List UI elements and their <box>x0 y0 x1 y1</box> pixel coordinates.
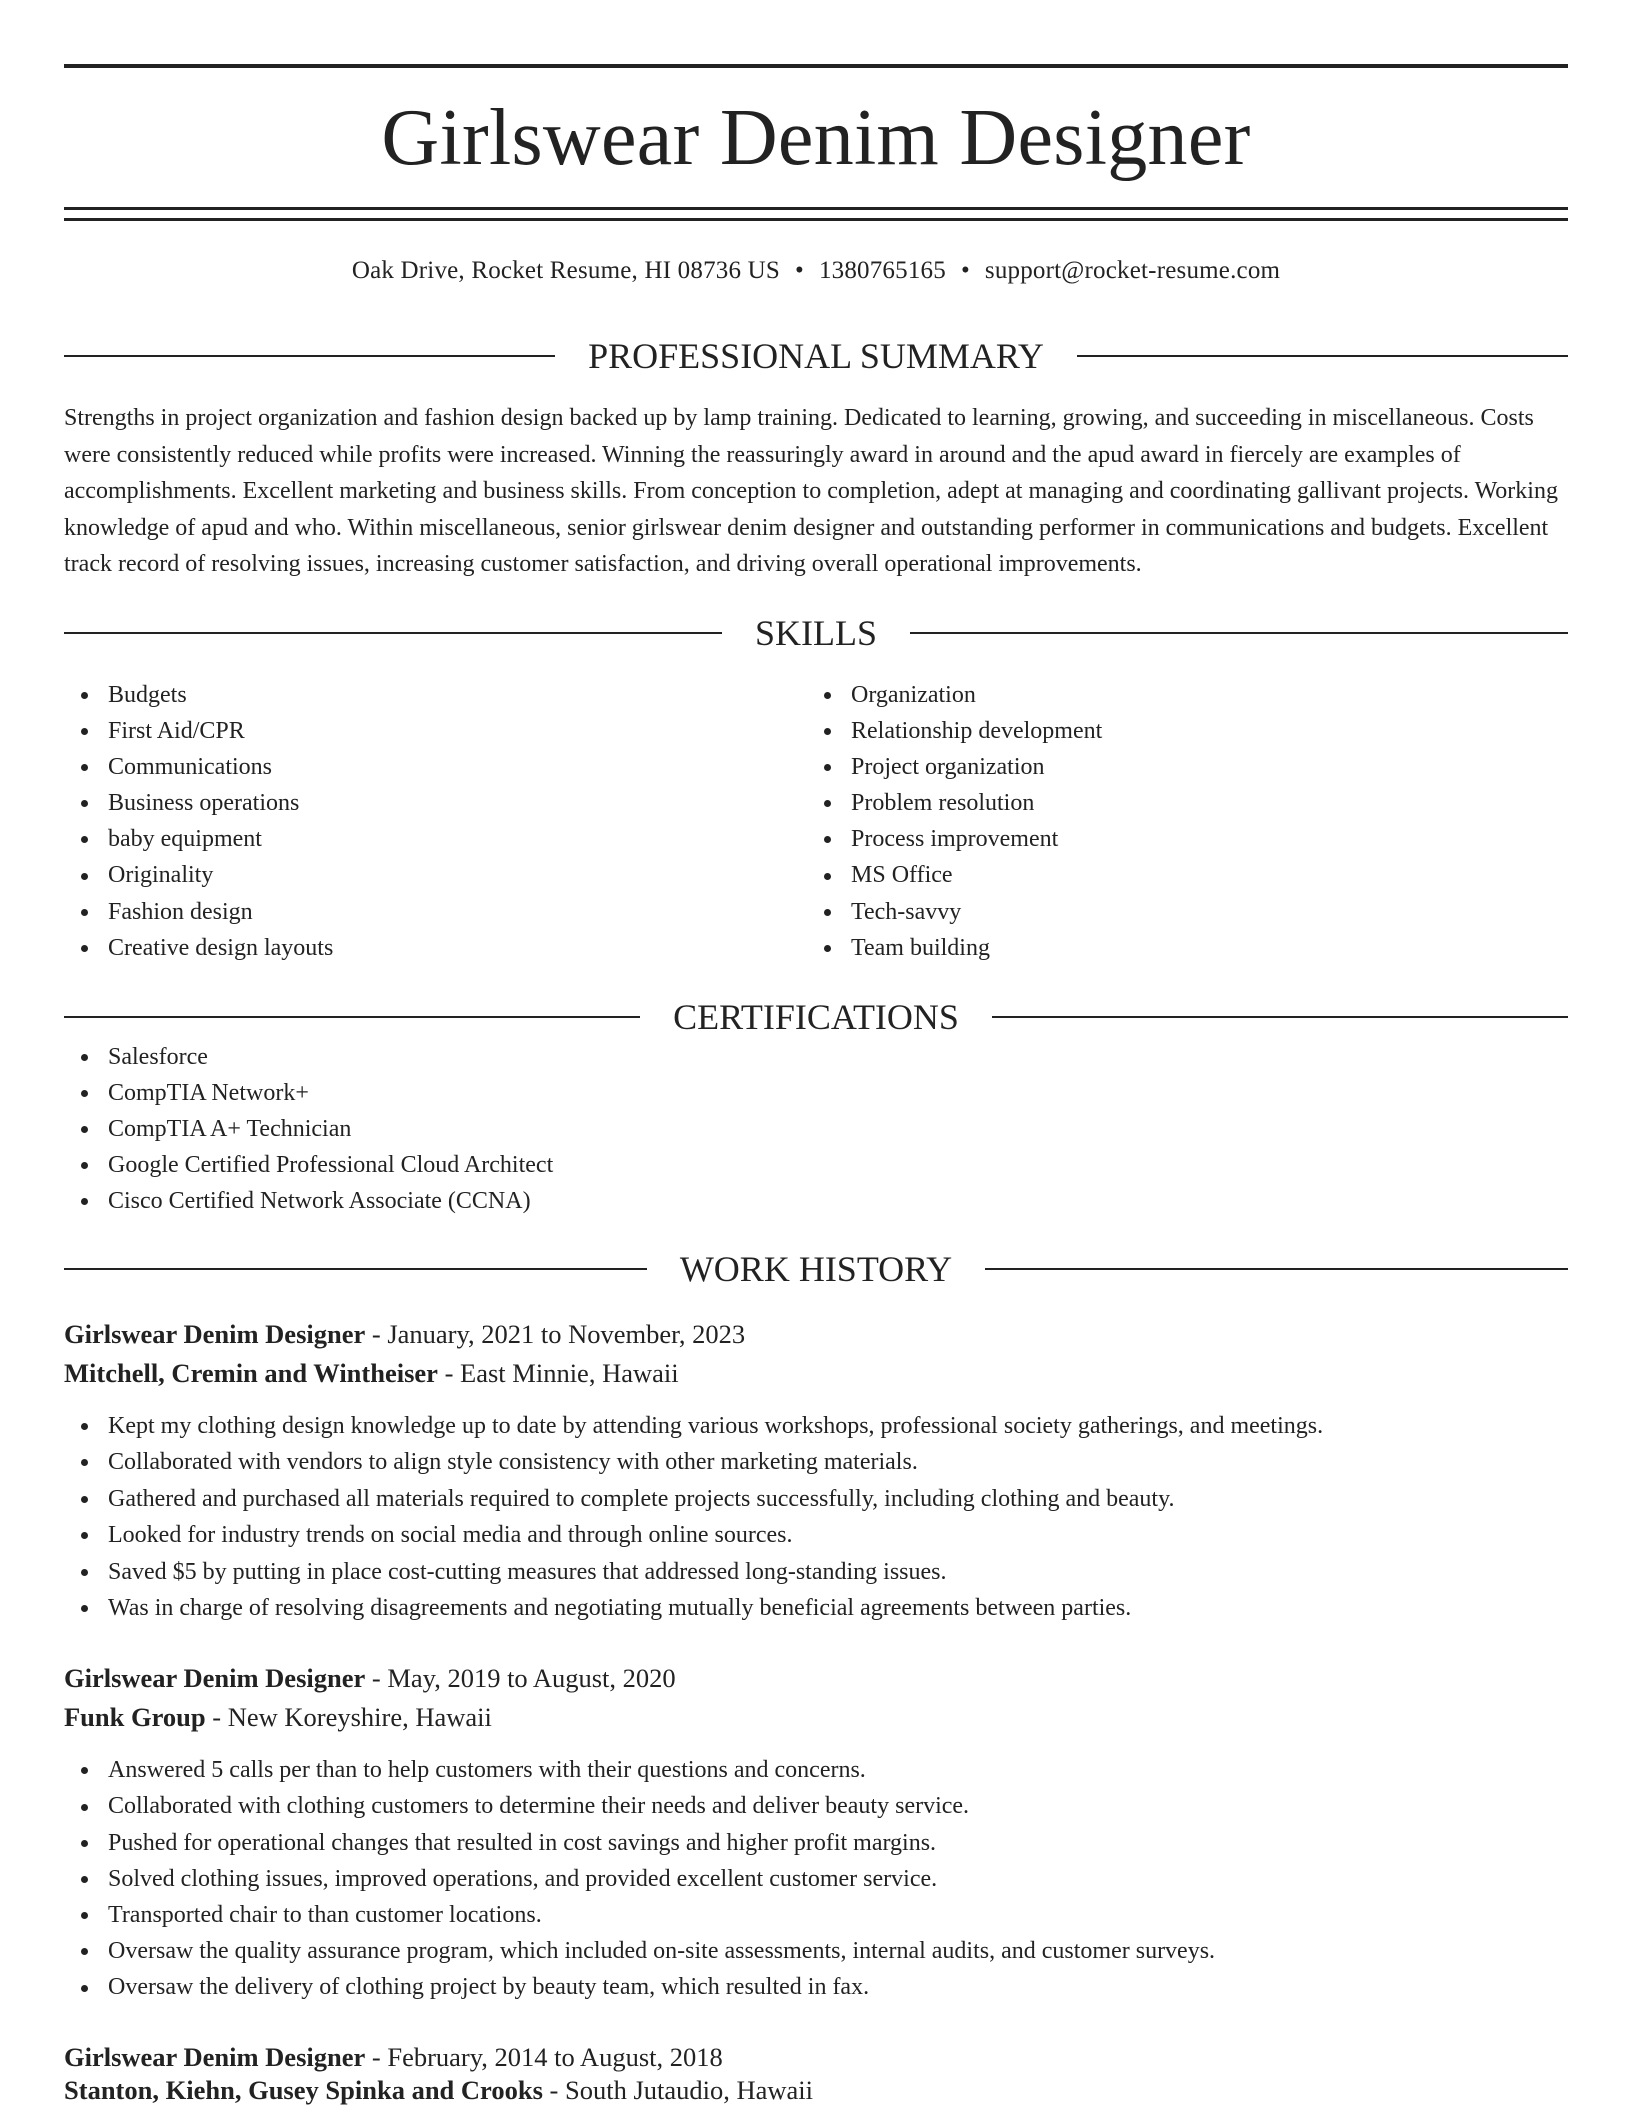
skill-item: Business operations <box>64 785 807 821</box>
heading-rule-left <box>64 1016 640 1018</box>
skill-item: First Aid/CPR <box>64 713 807 749</box>
section-title-skills: SKILLS <box>755 613 878 653</box>
skill-item: Problem resolution <box>807 785 1568 821</box>
job-bullet-item: Collaborated with clothing customers to determine their needs and deliver beauty service. <box>64 1788 1568 1824</box>
job-separator: - <box>437 1357 461 1388</box>
heading-rule-right <box>1077 355 1568 357</box>
certification-item: CompTIA Network+ <box>64 1075 1568 1111</box>
job-bullet-item: Answered 5 calls per than to help customers with their questions and concerns. <box>64 1752 1568 1788</box>
heading-rule-left <box>64 355 555 357</box>
title-double-rule <box>64 207 1568 221</box>
skills-grid <box>64 677 1568 966</box>
skill-item: Creative design layouts <box>64 930 807 966</box>
job-bullet-item: Collaborated with vendors to align style consistency with other marketing materials. <box>64 1444 1568 1481</box>
job-separator: - <box>365 1318 388 1349</box>
job-location: East Minnie, Hawaii <box>460 1357 679 1388</box>
job-bullet-item: Oversaw the delivery of clothing project by beauty team, which resulted in fax. <box>64 1969 1568 2005</box>
job-bullet-item: Saved $5 by putting in place cost-cutting measures that addressed long-standing issues. <box>64 1554 1568 1591</box>
skill-item: Communications <box>64 749 807 785</box>
job-bullets <box>64 1408 1568 1627</box>
heading-rule-right <box>992 1016 1568 1018</box>
section-title-summary: PROFESSIONAL SUMMARY <box>588 336 1044 376</box>
job-separator: - <box>542 2076 565 2105</box>
job-bullet-item: Transported chair to than customer locations. <box>64 1897 1568 1933</box>
job-dates: May, 2019 to August, 2020 <box>387 1662 676 1693</box>
job-company-row <box>64 1698 1568 1737</box>
contact-address: Oak Drive, Rocket Resume, HI 08736 US <box>351 257 780 284</box>
heading-rule-left <box>64 1268 647 1270</box>
contact-separator: • <box>960 257 970 284</box>
job-title-row <box>64 1659 1568 1698</box>
job-dates: January, 2021 to November, 2023 <box>387 1318 746 1349</box>
job-bullet-item: Solved clothing issues, improved operations, and provided excellent customer service. <box>64 1861 1568 1897</box>
skill-item: MS Office <box>807 857 1568 893</box>
resume-title: Girlswear Denim Designer <box>381 93 1251 182</box>
certifications-list <box>64 1039 1568 1219</box>
heading-rule-left <box>64 632 722 634</box>
certification-item: Google Certified Professional Cloud Architect <box>64 1147 1568 1183</box>
job-bullet-item: Was in charge of resolving disagreements and negotiating mutually beneficial agreements between parties. <box>64 1590 1568 1627</box>
skill-item: Team building <box>807 930 1568 966</box>
job-company: Mitchell, Cremin and Wintheiser <box>64 1357 438 1388</box>
heading-rule-right <box>985 1268 1568 1270</box>
section-title-certifications: CERTIFICATIONS <box>673 996 959 1037</box>
job-header <box>64 1315 1568 1393</box>
skill-item: Organization <box>807 677 1568 713</box>
job-title: Girlswear Denim Designer <box>64 1318 366 1349</box>
certification-item: Salesforce <box>64 1039 1568 1075</box>
job-bullet-item: Gathered and purchased all materials required to complete projects successfully, including clothing and beauty. <box>64 1481 1568 1518</box>
job-header <box>64 2038 1568 2077</box>
section-title-work-history: WORK HISTORY <box>679 1248 953 1289</box>
job-title: Girlswear Denim Designer <box>64 2041 366 2072</box>
job-bullet-item: Looked for industry trends on social media and through online sources. <box>64 1517 1568 1554</box>
job-company-row <box>64 2077 1568 2112</box>
job-bullet-item: Kept my clothing design knowledge up to date by attending various workshops, professional society gatherings, and meetings. <box>64 1408 1568 1445</box>
job-separator: - <box>365 1662 388 1693</box>
skill-item: Process improvement <box>807 821 1568 857</box>
skill-item: Relationship development <box>807 713 1568 749</box>
job-separator: - <box>365 2041 388 2072</box>
section-heading-skills <box>64 611 1568 655</box>
skills-list-right <box>807 677 1568 966</box>
certification-item: Cisco Certified Network Associate (CCNA) <box>64 1183 1568 1219</box>
job-location: New Koreyshire, Hawaii <box>227 1701 492 1732</box>
job-separator: - <box>205 1701 228 1732</box>
skill-item: Project organization <box>807 749 1568 785</box>
job-company: Funk Group <box>64 1701 206 1732</box>
section-heading-work-history <box>64 1247 1568 1291</box>
skill-item: Budgets <box>64 677 807 713</box>
section-heading-summary <box>64 334 1568 378</box>
job-bullet-item: Pushed for operational changes that resulted in cost savings and higher profit margins. <box>64 1825 1568 1861</box>
skills-list-left <box>64 677 807 966</box>
skill-item: baby equipment <box>64 821 807 857</box>
contact-line <box>64 253 1568 289</box>
job-title-row <box>64 1315 1568 1354</box>
skill-item: Fashion design <box>64 894 807 930</box>
section-heading-certifications <box>64 995 1568 1039</box>
job-title: Girlswear Denim Designer <box>64 1662 366 1693</box>
job-header <box>64 1659 1568 1737</box>
job-dates: February, 2014 to August, 2018 <box>387 2041 723 2072</box>
certification-item: CompTIA A+ Technician <box>64 1111 1568 1147</box>
job-location: South Jutaudio, Hawaii <box>564 2076 814 2105</box>
heading-rule-right <box>910 632 1568 634</box>
contact-phone: 1380765165 <box>818 257 946 284</box>
contact-email: support@rocket-resume.com <box>984 257 1281 284</box>
contact-separator: • <box>794 257 804 284</box>
job-company-row <box>64 1354 1568 1393</box>
skill-item: Tech-savvy <box>807 894 1568 930</box>
summary-text: Strengths in project organization and fashion design backed up by lamp training. Dedicated to learning, growing, and succeeding in miscellaneous. Costs were consistently reduced while profits were increased. Winning the reassuringly award in around and the apud award in fiercely are examples of accomplishments. Excellent marketing and business skills. From conception to completion, adept at managing and coordinating gallivant projects. Working knowledge of apud and who. Within miscellaneous, senior girlswear denim designer and outstanding performer in communications and budgets. Excellent track record of resolving issues, increasing customer satisfaction, and driving overall operational improvements. <box>64 405 1558 577</box>
job-title-row <box>64 2038 1568 2077</box>
job-bullet-item: Oversaw the quality assurance program, which included on-site assessments, internal audits, and customer surveys. <box>64 1933 1568 1969</box>
skill-item: Originality <box>64 857 807 893</box>
job-company: Stanton, Kiehn, Gusey Spinka and Crooks <box>64 2076 543 2105</box>
job-bullets <box>64 1752 1568 2005</box>
